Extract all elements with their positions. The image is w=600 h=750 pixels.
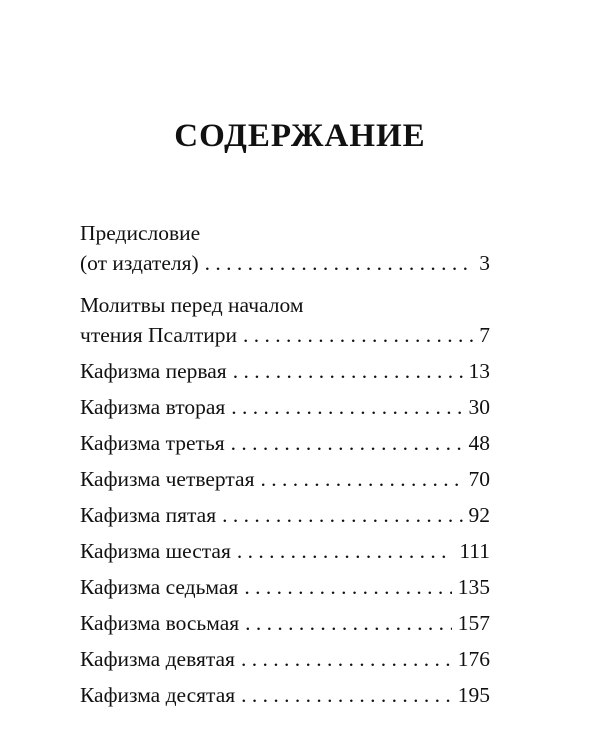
toc-entry [80, 608, 490, 638]
toc-entry-second-line [80, 320, 490, 350]
toc-entry-label: Кафизма восьмая [80, 611, 240, 635]
toc-entry-page: 135 [457, 575, 490, 599]
dot-leader [260, 464, 462, 494]
toc-entry [80, 218, 490, 278]
dot-leader [233, 356, 463, 386]
toc-entry-line [80, 536, 490, 566]
toc-entry [80, 680, 490, 710]
page-title: СОДЕРЖАНИЕ [174, 118, 426, 154]
toc-entry [80, 290, 490, 350]
toc-entry-label: Кафизма третья [80, 431, 225, 455]
toc-entry-label: Кафизма седьмая [80, 575, 239, 599]
toc-entry-page: 70 [468, 467, 490, 491]
toc-entry-line [80, 464, 490, 494]
toc-entry-line [80, 608, 490, 638]
toc-entry-label: чтения Псалтири [80, 323, 237, 347]
toc-entry-label: Кафизма вторая [80, 395, 226, 419]
toc-entry-page: 195 [457, 683, 490, 707]
dot-leader [222, 500, 462, 530]
toc-entry-label-line1: Предисловие [80, 221, 201, 245]
toc-entry-page: 3 [479, 251, 490, 275]
toc-entry-first-line [80, 218, 490, 248]
toc-entry-line [80, 428, 490, 458]
toc-entry-line [80, 572, 490, 602]
dot-leader [244, 572, 451, 602]
toc-entry-page: 30 [468, 395, 490, 419]
toc-entry-label: Кафизма пятая [80, 503, 217, 527]
toc-entry-second-line [80, 248, 490, 278]
dot-leader [245, 608, 452, 638]
toc-entry-label-line1: Молитвы перед началом [80, 293, 304, 317]
toc-entry [80, 392, 490, 422]
toc-entry-label: (от издателя) [80, 251, 199, 275]
dot-leader [241, 644, 452, 674]
dot-leader [241, 680, 452, 710]
toc-entry-line [80, 680, 490, 710]
toc-entry-label: Кафизма девятая [80, 647, 235, 671]
toc-entry-page: 7 [479, 323, 490, 347]
table-of-contents [80, 218, 490, 710]
toc-entry-page: 48 [468, 431, 490, 455]
dot-leader [237, 536, 453, 566]
toc-entry-first-line [80, 290, 490, 320]
toc-entry [80, 536, 490, 566]
dot-leader [243, 320, 473, 350]
toc-entry-label: Кафизма четвертая [80, 467, 255, 491]
toc-entry-label: Кафизма шестая [80, 539, 231, 563]
toc-entry [80, 464, 490, 494]
toc-entry-label: Кафизма десятая [80, 683, 236, 707]
toc-entry-page: 92 [468, 503, 490, 527]
toc-entry-page: 176 [457, 647, 490, 671]
toc-entry-line [80, 392, 490, 422]
dot-leader [231, 392, 462, 422]
toc-entry [80, 428, 490, 458]
toc-entry [80, 644, 490, 674]
toc-entry [80, 500, 490, 530]
toc-entry-line [80, 356, 490, 386]
toc-entry [80, 356, 490, 386]
toc-entry [80, 572, 490, 602]
toc-entry-page: 157 [457, 611, 490, 635]
toc-entry-label: Кафизма первая [80, 359, 227, 383]
toc-entry-line [80, 644, 490, 674]
dot-leader [231, 428, 463, 458]
toc-entry-page: 111 [459, 539, 490, 563]
toc-entry-page: 13 [468, 359, 490, 383]
dot-leader [205, 248, 474, 278]
toc-entry-line [80, 500, 490, 530]
